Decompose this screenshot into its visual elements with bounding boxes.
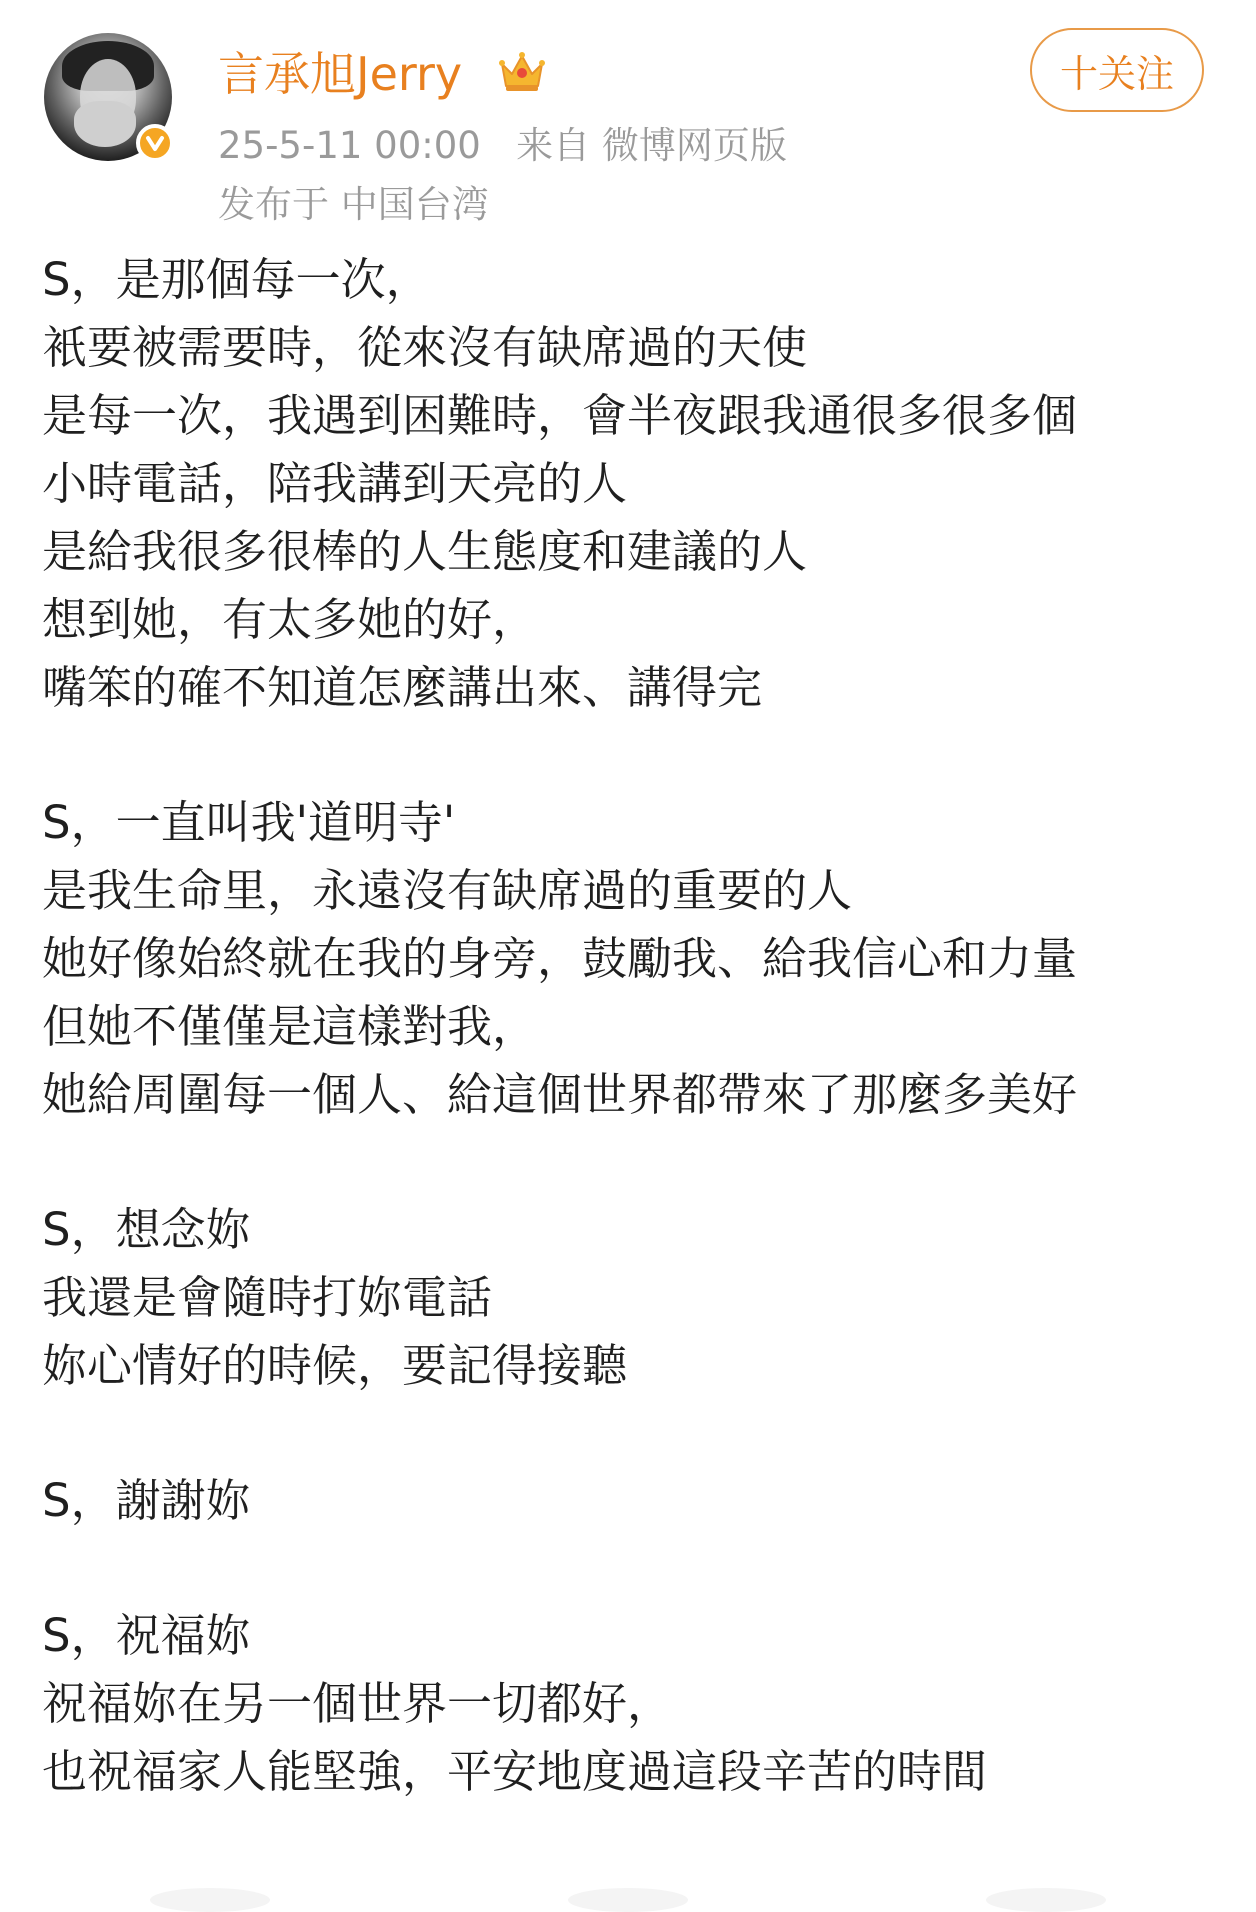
post-line-blank bbox=[42, 1129, 1222, 1196]
username[interactable]: 言承旭Jerry bbox=[218, 47, 463, 101]
post-line: 是我生命里，永遠沒有缺席過的重要的人 bbox=[42, 864, 853, 917]
post-header bbox=[0, 0, 1256, 240]
post-timestamp: 25-5-11 00:00 bbox=[218, 124, 481, 167]
post-line: S，想念妳 bbox=[42, 1203, 251, 1256]
post-line: S，謝謝妳 bbox=[42, 1474, 251, 1527]
post-line: S，一直叫我'道明寺' bbox=[42, 796, 456, 849]
post-line: S，是那個每一次， bbox=[42, 253, 431, 306]
post-line: 想到她，有太多她的好， bbox=[42, 593, 538, 646]
avatar-hand bbox=[74, 101, 136, 147]
bottom-toolbar bbox=[0, 1876, 1256, 1897]
post-line-blank bbox=[42, 1400, 1222, 1467]
post-line-blank bbox=[42, 1535, 1222, 1602]
toolbar-placeholder bbox=[568, 1888, 688, 1912]
post-location: 发布于 中国台湾 bbox=[218, 183, 489, 226]
post-line: 祝福妳在另一個世界一切都好， bbox=[42, 1677, 673, 1730]
post-line: 小時電話，陪我講到天亮的人 bbox=[42, 457, 628, 510]
post-line: 也祝福家人能堅強，平安地度過這段辛苦的時間 bbox=[42, 1745, 988, 1798]
post-line: 她給周圍每一個人、給這個世界都帶來了那麼多美好 bbox=[42, 1068, 1078, 1121]
verified-badge-icon bbox=[136, 124, 174, 162]
post-source[interactable]: 来自 微博网页版 bbox=[516, 124, 787, 167]
post-meta bbox=[218, 121, 787, 171]
post-line: 衹要被需要時，從來沒有缺席過的天使 bbox=[42, 321, 808, 374]
post-line: 是每一次，我遇到困難時，會半夜跟我通很多很多個 bbox=[42, 389, 1078, 442]
post-line: 嘴笨的確不知道怎麼講出來、講得完 bbox=[42, 661, 763, 714]
post-line: 我還是會隨時打妳電話 bbox=[42, 1271, 493, 1324]
post-line: 但她不僅僅是這樣對我， bbox=[42, 1000, 538, 1053]
post-line: 妳心情好的時候，要記得接聽 bbox=[42, 1339, 628, 1392]
follow-button[interactable]: 十关注 bbox=[1030, 28, 1204, 112]
post-line: S，祝福妳 bbox=[42, 1609, 251, 1662]
crown-icon bbox=[498, 50, 546, 96]
toolbar-placeholder bbox=[986, 1888, 1106, 1912]
post-line: 是給我很多很棒的人生態度和建議的人 bbox=[42, 525, 808, 578]
post-line-blank bbox=[42, 722, 1222, 789]
post-body bbox=[42, 246, 1222, 1806]
post-line: 她好像始終就在我的身旁，鼓勵我、給我信心和力量 bbox=[42, 932, 1078, 985]
toolbar-placeholder bbox=[150, 1888, 270, 1912]
